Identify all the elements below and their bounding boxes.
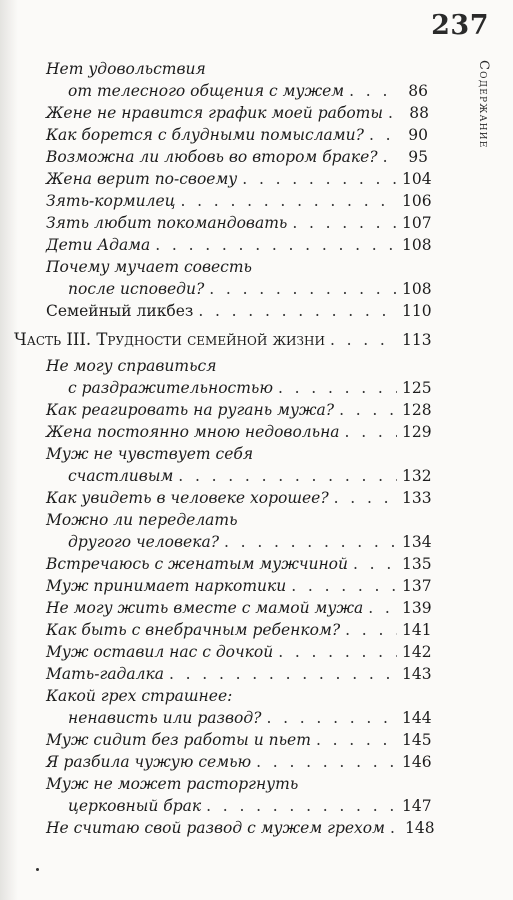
toc-entry-title: Жене не нравится график моей работы	[46, 104, 383, 122]
dot-leader	[242, 170, 397, 188]
running-head: Содержание	[476, 60, 491, 149]
toc-page-number: 142	[402, 643, 432, 661]
toc-entry	[46, 621, 432, 639]
toc-page-number: 128	[402, 401, 432, 419]
dot-leader	[339, 401, 397, 419]
dot-leader	[390, 819, 400, 837]
toc-page-number: 125	[402, 379, 432, 397]
dot-leader	[316, 731, 397, 749]
toc-page-number: 86	[408, 82, 428, 100]
dot-leader	[334, 489, 397, 507]
toc-entry	[46, 511, 238, 529]
toc-page-number: 113	[402, 331, 432, 349]
toc-entry	[46, 753, 432, 771]
toc-page-number: 144	[402, 709, 432, 727]
toc-entry	[46, 357, 216, 375]
toc-part-title: Часть III. Трудности семейной жизни	[14, 330, 325, 349]
toc-entry	[46, 577, 432, 595]
dot-leader	[383, 148, 397, 166]
toc-page-number: 147	[402, 797, 432, 815]
toc-page-number: 146	[402, 753, 432, 771]
dot-leader	[345, 621, 397, 639]
dot-leader	[278, 643, 397, 661]
toc-entry	[68, 533, 432, 551]
toc-entry	[68, 797, 432, 815]
dot-leader	[388, 104, 398, 122]
toc-entry	[46, 148, 428, 166]
toc-entry	[46, 104, 428, 122]
toc-page-number: 141	[402, 621, 432, 639]
toc-entry	[46, 126, 428, 144]
toc-entry-title: после исповеди?	[68, 280, 205, 298]
toc-entry-title: Не могу жить вместе с мамой мужа	[46, 599, 364, 617]
toc-page-number: 104	[402, 170, 432, 188]
toc-entry	[46, 170, 432, 188]
toc-entry-title: Нет удовольствия	[46, 60, 206, 78]
toc-page-number: 108	[402, 280, 432, 298]
toc-entry-title: Не могу справиться	[46, 357, 217, 375]
toc-entry-title: Не считаю свой развод с мужем грехом	[46, 819, 385, 837]
toc-entry	[46, 423, 432, 441]
toc-page-number: 90	[408, 126, 428, 144]
toc-entry-title: счастливым	[68, 467, 174, 485]
toc-entry	[46, 555, 432, 573]
dot-leader	[292, 214, 397, 232]
dot-leader	[353, 555, 397, 573]
toc-entry	[46, 214, 432, 232]
toc-page-number: 137	[402, 577, 432, 595]
dot-leader	[368, 599, 397, 617]
toc-entry-title: Дети Адама	[46, 236, 151, 254]
dot-leader	[345, 423, 397, 441]
toc-page-number: 134	[402, 533, 432, 551]
toc-entry-title: Как увидеть в человеке хорошее?	[46, 489, 329, 507]
toc-entry	[68, 280, 432, 298]
toc-entry-title: Какой грех страшнее:	[46, 687, 233, 705]
toc-entry	[46, 60, 206, 78]
toc-entry-title: другого человека?	[68, 533, 220, 551]
toc-entry-title: ненависть или развод?	[68, 709, 262, 727]
toc-entry	[46, 192, 432, 210]
toc-page-number: 143	[402, 665, 432, 683]
toc-entry	[46, 599, 432, 617]
toc-entry	[46, 731, 432, 749]
toc-entry-title: Зять любит покомандовать	[46, 214, 288, 232]
toc-part-heading	[14, 330, 432, 349]
toc-entry-title: Зять-кормилец	[46, 192, 176, 210]
toc-entry	[46, 489, 432, 507]
toc-page-number: 145	[402, 731, 432, 749]
toc-entry-title: Как реагировать на ругань мужа?	[46, 401, 335, 419]
dot-leader	[256, 753, 397, 771]
toc-entry-title: Как борется с блудными помыслами?	[46, 126, 364, 144]
toc-entry-title: Возможна ли любовь во втором браке?	[46, 148, 378, 166]
toc-entry-title: Встречаюсь с женатым мужчиной	[46, 555, 349, 573]
toc-entry-title: Мать-гадалка	[46, 665, 164, 683]
dot-leader	[181, 192, 398, 210]
toc-entry-title: Я разбила чужую семью	[46, 753, 252, 771]
toc-entry	[46, 236, 432, 254]
toc-entry-title: Муж принимает наркотики	[46, 577, 287, 595]
toc-page-number: 148	[404, 819, 435, 837]
toc-entry	[46, 775, 298, 793]
toc-page-number: 139	[402, 599, 432, 617]
print-speck	[36, 868, 39, 871]
toc-page-number: 129	[402, 423, 432, 441]
dot-leader	[330, 331, 397, 349]
dot-leader	[224, 533, 397, 551]
toc-entry-title: Можно ли переделать	[46, 511, 238, 529]
toc-entry	[46, 687, 232, 705]
dot-leader	[198, 302, 397, 320]
toc-entry	[46, 302, 432, 320]
toc-entry-title: Почему мучает совесть	[46, 258, 252, 276]
dot-leader	[155, 236, 397, 254]
dot-leader	[209, 280, 397, 298]
toc-entry-title: Муж оставил нас с дочкой	[46, 643, 274, 661]
toc-entry	[46, 665, 432, 683]
toc-entry	[68, 467, 432, 485]
toc-entry-title: Муж не чувствует себя	[46, 445, 254, 463]
toc-page-number: 95	[408, 148, 428, 166]
toc-page-number: 110	[402, 302, 432, 320]
toc-entry	[46, 445, 253, 463]
page-number: 237	[431, 10, 489, 41]
toc-entry	[46, 819, 435, 837]
toc-entry	[68, 82, 428, 100]
dot-leader	[169, 665, 397, 683]
toc-entry	[46, 401, 432, 419]
toc-entry	[68, 379, 432, 397]
toc-entry-title: Жена постоянно мною недовольна	[46, 423, 340, 441]
dot-leader	[266, 709, 397, 727]
toc-entry	[46, 258, 252, 276]
toc-entry-title: Как быть с внебрачным ребенком?	[46, 621, 341, 639]
dot-leader	[291, 577, 397, 595]
toc-entry	[68, 709, 432, 727]
toc-entry-title: Семейный ликбез	[46, 302, 194, 320]
toc-page-number: 88	[409, 104, 429, 122]
toc-page-number: 107	[402, 214, 432, 232]
toc-entry-title: от телесного общения с мужем	[68, 82, 345, 100]
toc-page-number: 108	[402, 236, 432, 254]
toc-entry-title: Муж сидит без работы и пьет	[46, 731, 311, 749]
toc-entry-title: Жена верит по-своему	[46, 170, 238, 188]
toc-page-number: 133	[402, 489, 432, 507]
dot-leader	[206, 797, 397, 815]
toc-entry-title: с раздражительностью	[68, 379, 273, 397]
toc-entry-title: Муж не может расторгнуть	[46, 775, 299, 793]
toc-page-number: 106	[402, 192, 432, 210]
dot-leader	[349, 82, 397, 100]
toc-page-number: 132	[402, 467, 432, 485]
dot-leader	[278, 379, 397, 397]
toc-entry-title: церковный брак	[68, 797, 202, 815]
dot-leader	[369, 126, 397, 144]
toc-page-number: 135	[402, 555, 432, 573]
dot-leader	[178, 467, 397, 485]
toc-entry	[46, 643, 432, 661]
